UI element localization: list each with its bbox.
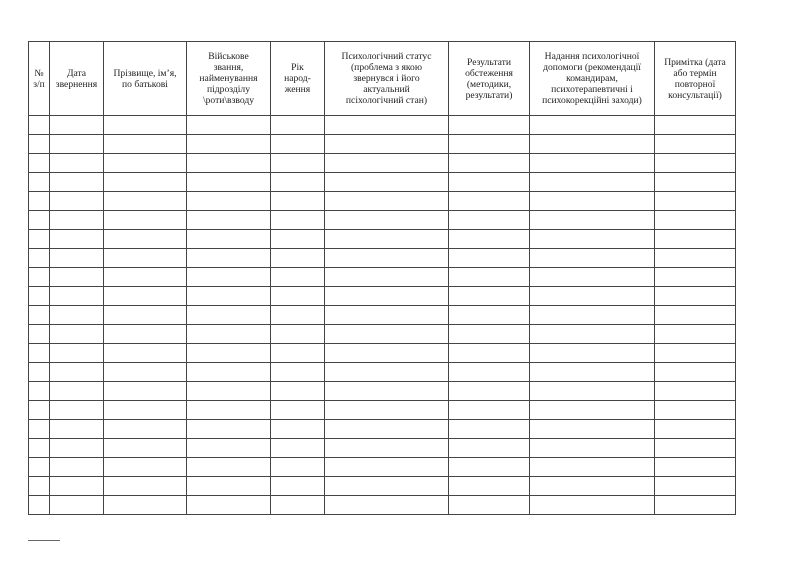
table-cell[interactable] bbox=[530, 173, 655, 192]
table-cell[interactable] bbox=[325, 382, 449, 401]
table-row bbox=[29, 192, 736, 211]
table-row bbox=[29, 344, 736, 363]
table-cell[interactable] bbox=[325, 249, 449, 268]
table-cell[interactable] bbox=[655, 363, 736, 382]
table-cell[interactable] bbox=[50, 154, 104, 173]
table-cell[interactable] bbox=[530, 287, 655, 306]
table-cell[interactable] bbox=[187, 344, 271, 363]
table-cell[interactable] bbox=[50, 420, 104, 439]
table-cell[interactable] bbox=[29, 230, 50, 249]
table-cell[interactable] bbox=[449, 344, 530, 363]
table-cell[interactable] bbox=[29, 439, 50, 458]
table-cell[interactable] bbox=[187, 268, 271, 287]
table-cell[interactable] bbox=[530, 344, 655, 363]
table-cell[interactable] bbox=[50, 363, 104, 382]
table-cell[interactable] bbox=[29, 135, 50, 154]
table-cell[interactable] bbox=[50, 306, 104, 325]
table-cell[interactable] bbox=[655, 211, 736, 230]
table-cell[interactable] bbox=[29, 382, 50, 401]
table-cell[interactable] bbox=[271, 325, 325, 344]
table-cell[interactable] bbox=[449, 154, 530, 173]
table-cell[interactable] bbox=[187, 382, 271, 401]
table-cell[interactable] bbox=[325, 268, 449, 287]
register-body bbox=[29, 116, 736, 515]
table-row bbox=[29, 154, 736, 173]
table-cell[interactable] bbox=[50, 173, 104, 192]
table-cell[interactable] bbox=[271, 477, 325, 496]
table-cell[interactable] bbox=[104, 268, 187, 287]
table-cell[interactable] bbox=[325, 458, 449, 477]
table-cell[interactable] bbox=[271, 268, 325, 287]
table-cell[interactable] bbox=[29, 287, 50, 306]
table-cell[interactable] bbox=[29, 344, 50, 363]
column-header-note: Примітка (дата або термін повторної консультації) bbox=[655, 42, 736, 116]
table-cell[interactable] bbox=[655, 173, 736, 192]
table-cell[interactable] bbox=[271, 420, 325, 439]
table-cell[interactable] bbox=[325, 192, 449, 211]
table-cell[interactable] bbox=[449, 477, 530, 496]
table-row bbox=[29, 477, 736, 496]
table-cell[interactable] bbox=[449, 420, 530, 439]
table-cell[interactable] bbox=[104, 439, 187, 458]
table-cell[interactable] bbox=[271, 135, 325, 154]
table-cell[interactable] bbox=[325, 116, 449, 135]
table-cell[interactable] bbox=[449, 401, 530, 420]
table-cell[interactable] bbox=[655, 192, 736, 211]
table-cell[interactable] bbox=[29, 420, 50, 439]
column-header-psychological-status: Психологічний статус (проблема з якою звернувся і його актуальний псіхологічний стан) bbox=[325, 42, 449, 116]
table-cell[interactable] bbox=[187, 496, 271, 515]
table-cell[interactable] bbox=[655, 477, 736, 496]
table-cell[interactable] bbox=[187, 439, 271, 458]
table-cell[interactable] bbox=[449, 458, 530, 477]
column-header-examination-results: Результати обстеження (методики, результати) bbox=[449, 42, 530, 116]
table-cell[interactable] bbox=[187, 154, 271, 173]
table-cell[interactable] bbox=[655, 306, 736, 325]
table-cell[interactable] bbox=[29, 401, 50, 420]
table-cell[interactable] bbox=[187, 192, 271, 211]
table-row bbox=[29, 439, 736, 458]
table-cell[interactable] bbox=[530, 192, 655, 211]
table-cell[interactable] bbox=[104, 173, 187, 192]
table-cell[interactable] bbox=[50, 325, 104, 344]
table-cell[interactable] bbox=[530, 211, 655, 230]
table-cell[interactable] bbox=[325, 154, 449, 173]
table-cell[interactable] bbox=[325, 401, 449, 420]
table-cell[interactable] bbox=[29, 363, 50, 382]
table-cell[interactable] bbox=[449, 382, 530, 401]
table-cell[interactable] bbox=[187, 420, 271, 439]
table-cell[interactable] bbox=[187, 230, 271, 249]
table-cell[interactable] bbox=[104, 306, 187, 325]
table-cell[interactable] bbox=[50, 211, 104, 230]
table-cell[interactable] bbox=[104, 287, 187, 306]
table-cell[interactable] bbox=[50, 439, 104, 458]
table-cell[interactable] bbox=[655, 154, 736, 173]
table-cell[interactable] bbox=[449, 116, 530, 135]
table-cell[interactable] bbox=[655, 382, 736, 401]
table-cell[interactable] bbox=[449, 325, 530, 344]
table-cell[interactable] bbox=[530, 325, 655, 344]
table-cell[interactable] bbox=[104, 496, 187, 515]
table-cell[interactable] bbox=[530, 496, 655, 515]
table-cell[interactable] bbox=[50, 458, 104, 477]
table-cell[interactable] bbox=[50, 401, 104, 420]
table-cell[interactable] bbox=[449, 192, 530, 211]
table-cell[interactable] bbox=[104, 135, 187, 154]
header-row bbox=[29, 42, 736, 116]
table-cell[interactable] bbox=[449, 287, 530, 306]
table-row bbox=[29, 173, 736, 192]
table-cell[interactable] bbox=[449, 249, 530, 268]
table-cell[interactable] bbox=[655, 287, 736, 306]
table-cell[interactable] bbox=[50, 249, 104, 268]
table-cell[interactable] bbox=[104, 192, 187, 211]
table-cell[interactable] bbox=[655, 401, 736, 420]
column-header-psychological-assistance: Надання психологічної допомоги (рекомендації командирам, психотерапевтичні і психокорекційні заходи) bbox=[530, 42, 655, 116]
table-row bbox=[29, 249, 736, 268]
table-cell[interactable] bbox=[104, 363, 187, 382]
table-cell[interactable] bbox=[50, 135, 104, 154]
table-cell[interactable] bbox=[187, 116, 271, 135]
table-cell[interactable] bbox=[325, 230, 449, 249]
table-cell[interactable] bbox=[449, 173, 530, 192]
table-cell[interactable] bbox=[104, 344, 187, 363]
table-cell[interactable] bbox=[29, 154, 50, 173]
table-row bbox=[29, 268, 736, 287]
table-cell[interactable] bbox=[449, 230, 530, 249]
table-cell[interactable] bbox=[271, 192, 325, 211]
table-cell[interactable] bbox=[271, 439, 325, 458]
table-cell[interactable] bbox=[530, 401, 655, 420]
table-cell[interactable] bbox=[271, 211, 325, 230]
table-row bbox=[29, 306, 736, 325]
table-cell[interactable] bbox=[655, 268, 736, 287]
table-row bbox=[29, 382, 736, 401]
table-cell[interactable] bbox=[655, 249, 736, 268]
table-cell[interactable] bbox=[325, 477, 449, 496]
table-cell[interactable] bbox=[29, 192, 50, 211]
table-row bbox=[29, 230, 736, 249]
table-row bbox=[29, 401, 736, 420]
column-header-number: № з/п bbox=[29, 42, 50, 116]
table-cell[interactable] bbox=[655, 420, 736, 439]
table-cell[interactable] bbox=[655, 344, 736, 363]
table-cell[interactable] bbox=[655, 116, 736, 135]
table-cell[interactable] bbox=[655, 439, 736, 458]
table-cell[interactable] bbox=[29, 211, 50, 230]
table-cell[interactable] bbox=[29, 306, 50, 325]
table-cell[interactable] bbox=[530, 116, 655, 135]
table-row bbox=[29, 135, 736, 154]
table-cell[interactable] bbox=[271, 306, 325, 325]
table-cell[interactable] bbox=[271, 116, 325, 135]
table-cell[interactable] bbox=[325, 287, 449, 306]
table-cell[interactable] bbox=[325, 306, 449, 325]
table-cell[interactable] bbox=[530, 154, 655, 173]
table-cell[interactable] bbox=[271, 154, 325, 173]
table-cell[interactable] bbox=[187, 325, 271, 344]
table-cell[interactable] bbox=[187, 173, 271, 192]
table-row bbox=[29, 458, 736, 477]
table-row bbox=[29, 496, 736, 515]
table-cell[interactable] bbox=[104, 116, 187, 135]
table-cell[interactable] bbox=[29, 477, 50, 496]
table-cell[interactable] bbox=[187, 135, 271, 154]
table-cell[interactable] bbox=[271, 287, 325, 306]
table-cell[interactable] bbox=[530, 306, 655, 325]
table-cell[interactable] bbox=[655, 325, 736, 344]
table-cell[interactable] bbox=[530, 458, 655, 477]
table-cell[interactable] bbox=[325, 135, 449, 154]
table-cell[interactable] bbox=[50, 382, 104, 401]
table-cell[interactable] bbox=[50, 496, 104, 515]
table-cell[interactable] bbox=[104, 420, 187, 439]
table-cell[interactable] bbox=[271, 382, 325, 401]
table-cell[interactable] bbox=[104, 401, 187, 420]
table-cell[interactable] bbox=[325, 363, 449, 382]
table-cell[interactable] bbox=[104, 154, 187, 173]
table-cell[interactable] bbox=[655, 496, 736, 515]
psychological-consultation-register-table bbox=[28, 41, 736, 515]
table-cell[interactable] bbox=[104, 249, 187, 268]
table-cell[interactable] bbox=[530, 249, 655, 268]
table-cell[interactable] bbox=[29, 268, 50, 287]
table-cell[interactable] bbox=[187, 249, 271, 268]
table-row bbox=[29, 420, 736, 439]
table-cell[interactable] bbox=[29, 249, 50, 268]
table-cell[interactable] bbox=[530, 382, 655, 401]
table-cell[interactable] bbox=[29, 116, 50, 135]
table-cell[interactable] bbox=[187, 477, 271, 496]
table-cell[interactable] bbox=[325, 420, 449, 439]
table-cell[interactable] bbox=[50, 116, 104, 135]
table-cell[interactable] bbox=[449, 211, 530, 230]
column-header-rank-unit: Військове звання, найменування підрозділу \роти\взводу bbox=[187, 42, 271, 116]
table-cell[interactable] bbox=[271, 344, 325, 363]
table-cell[interactable] bbox=[271, 230, 325, 249]
footnote-rule bbox=[28, 540, 60, 541]
table-cell[interactable] bbox=[187, 401, 271, 420]
table-cell[interactable] bbox=[104, 382, 187, 401]
column-header-birth-year: Рік народ- ження bbox=[271, 42, 325, 116]
table-cell[interactable] bbox=[271, 458, 325, 477]
table-cell[interactable] bbox=[325, 344, 449, 363]
table-cell[interactable] bbox=[530, 420, 655, 439]
table-cell[interactable] bbox=[449, 135, 530, 154]
table-cell[interactable] bbox=[187, 458, 271, 477]
table-cell[interactable] bbox=[187, 211, 271, 230]
table-cell[interactable] bbox=[271, 363, 325, 382]
table-cell[interactable] bbox=[104, 458, 187, 477]
table-cell[interactable] bbox=[104, 477, 187, 496]
table-cell[interactable] bbox=[29, 496, 50, 515]
table-cell[interactable] bbox=[530, 268, 655, 287]
table-cell[interactable] bbox=[50, 230, 104, 249]
table-cell[interactable] bbox=[104, 230, 187, 249]
table-cell[interactable] bbox=[449, 268, 530, 287]
table-row bbox=[29, 325, 736, 344]
table-cell[interactable] bbox=[530, 477, 655, 496]
table-cell[interactable] bbox=[187, 287, 271, 306]
table-cell[interactable] bbox=[325, 173, 449, 192]
table-cell[interactable] bbox=[655, 230, 736, 249]
table-cell[interactable] bbox=[187, 306, 271, 325]
table-cell[interactable] bbox=[449, 363, 530, 382]
table-cell[interactable] bbox=[325, 325, 449, 344]
column-header-request-date: Дата звернення bbox=[50, 42, 104, 116]
table-row bbox=[29, 363, 736, 382]
table-cell[interactable] bbox=[449, 306, 530, 325]
table-cell[interactable] bbox=[530, 135, 655, 154]
table-cell[interactable] bbox=[655, 135, 736, 154]
table-cell[interactable] bbox=[449, 439, 530, 458]
table-cell[interactable] bbox=[655, 458, 736, 477]
table-cell[interactable] bbox=[50, 287, 104, 306]
table-row bbox=[29, 116, 736, 135]
table-cell[interactable] bbox=[50, 268, 104, 287]
table-cell[interactable] bbox=[530, 230, 655, 249]
table-cell[interactable] bbox=[29, 173, 50, 192]
table-cell[interactable] bbox=[271, 249, 325, 268]
column-header-full-name: Прізвище, ім’я, по батькові bbox=[104, 42, 187, 116]
table-cell[interactable] bbox=[104, 211, 187, 230]
table-cell[interactable] bbox=[50, 192, 104, 211]
table-row bbox=[29, 287, 736, 306]
table-cell[interactable] bbox=[271, 496, 325, 515]
table-cell[interactable] bbox=[325, 439, 449, 458]
table-cell[interactable] bbox=[29, 325, 50, 344]
table-cell[interactable] bbox=[530, 439, 655, 458]
table-cell[interactable] bbox=[104, 325, 187, 344]
table-cell[interactable] bbox=[29, 458, 50, 477]
table-cell[interactable] bbox=[187, 363, 271, 382]
table-cell[interactable] bbox=[271, 173, 325, 192]
table-cell[interactable] bbox=[271, 401, 325, 420]
table-row bbox=[29, 211, 736, 230]
table-cell[interactable] bbox=[325, 496, 449, 515]
table-cell[interactable] bbox=[325, 211, 449, 230]
table-cell[interactable] bbox=[530, 363, 655, 382]
table-cell[interactable] bbox=[50, 344, 104, 363]
table-cell[interactable] bbox=[50, 477, 104, 496]
table-cell[interactable] bbox=[449, 496, 530, 515]
